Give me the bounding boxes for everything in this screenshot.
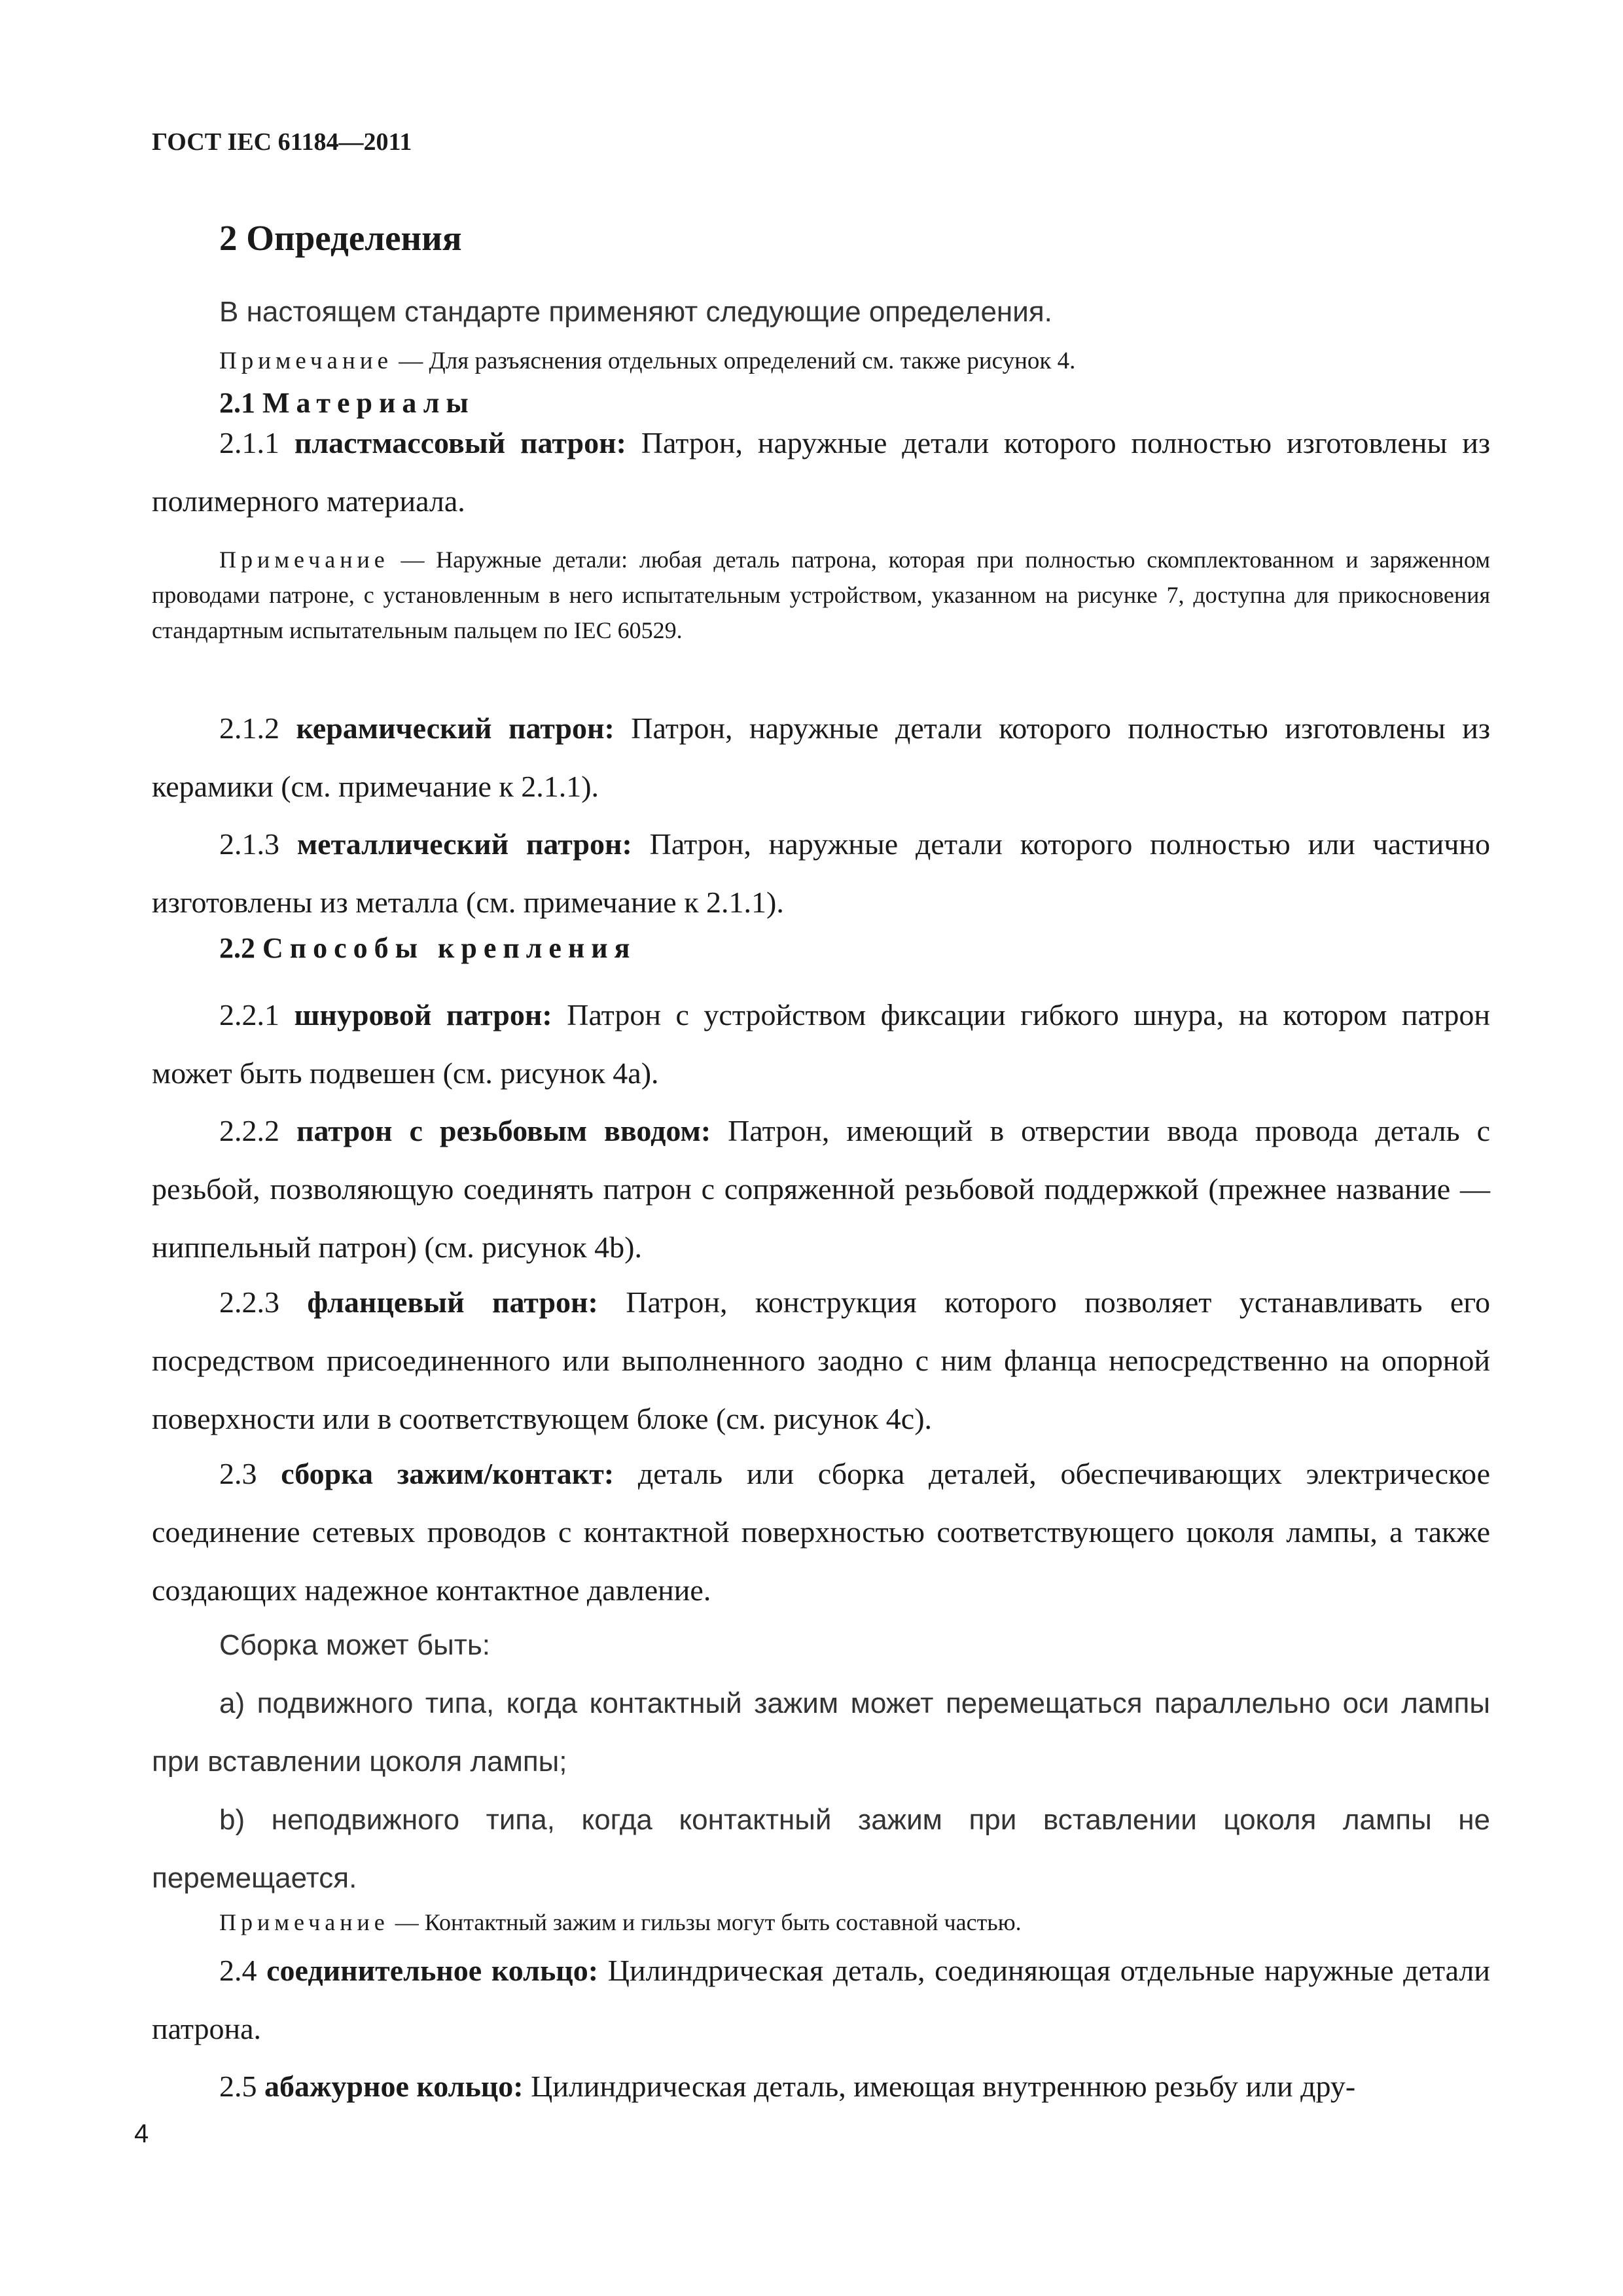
clause-number: 2.1.2 [219, 711, 296, 745]
definition-2-1-2 [152, 699, 1490, 816]
note-label: Примечание [219, 348, 393, 374]
definition-text: Патрон, наружные детали которого полностью изготовлены из полимерного материала. [152, 426, 1491, 518]
note-label: Примечание [219, 547, 389, 573]
note-2-1-1 [152, 542, 1490, 648]
subsection-word: Способы крепления [262, 932, 637, 964]
note-2-3 [152, 1905, 1490, 1940]
assembly-intro: Сборка может быть: [219, 1629, 491, 1661]
definition-2-2-2 [152, 1102, 1490, 1276]
definition-text: Патрон, наружные детали которого полностью изготовлены из керамики (см. примечание к 2.1.1). [152, 711, 1491, 803]
definition-2-1-1 [152, 414, 1490, 530]
definition-text: Цилиндрическая деталь, соединяющая отдельные наружные детали патрона. [152, 1954, 1491, 2045]
subsection-number: 2.1 [219, 387, 262, 419]
term: шнуровой патрон: [294, 998, 552, 1031]
note-text: — Наружные детали: любая деталь патрона, которая при полностью скомплектованном и заряженном проводами патроне, с установленным в него испытательным устройством, указанном на рисунке 7, доступна для прикосновения стандартным испытательным пальцем по IEC 60529. [152, 547, 1490, 643]
definition-2-1-3 [152, 815, 1490, 931]
term: сборка зажим/контакт: [281, 1457, 615, 1490]
term: патрон с резьбовым вводом: [296, 1114, 711, 1147]
definition-2-2-3 [152, 1273, 1490, 1448]
clause-number: 2.2.3 [219, 1285, 308, 1319]
note-text: — Для разъяснения отдельных определений см. также рисунок 4. [393, 348, 1076, 374]
subsection-title-2-2 [219, 931, 636, 965]
page-number: 4 [134, 2119, 149, 2148]
subsection-word: Материалы [262, 387, 475, 419]
definition-text: Патрон, конструкция которого позволяет устанавливать его посредством присоединенного или выполненного заодно с ним фланца непосредственно на опорной поверхности или в соответствующем блоке (см. рисунок 4c). [152, 1285, 1490, 1435]
list-item-b: b) неподвижного типа, когда контактный зажим при вставлении цоколя лампы не перемещается. [152, 1804, 1490, 1894]
section-intro: В настоящем стандарте применяют следующие определения. [219, 296, 1052, 328]
note-label: Примечание [219, 1909, 389, 1935]
definition-2-5 [152, 2057, 1490, 2115]
section-title: 2 Определения [219, 218, 462, 258]
clause-number: 2.2.2 [219, 1114, 296, 1147]
clause-number: 2.2.1 [219, 998, 294, 1031]
term: абажурное кольцо: [264, 2070, 524, 2103]
intro-note [219, 347, 1075, 375]
term: металлический патрон: [296, 827, 632, 861]
definition-2-2-1 [152, 986, 1490, 1102]
standard-designation: ГОСТ IEC 61184—2011 [152, 128, 412, 156]
clause-number: 2.5 [219, 2070, 264, 2103]
clause-number: 2.1.1 [219, 426, 294, 459]
term: фланцевый патрон: [307, 1285, 598, 1319]
clause-number: 2.4 [219, 1954, 267, 1987]
subsection-number: 2.2 [219, 932, 262, 964]
note-text: — Контактный зажим и гильзы могут быть составной частью. [389, 1909, 1022, 1935]
term: керамический патрон: [296, 711, 615, 745]
clause-number: 2.3 [219, 1457, 281, 1490]
term: соединительное кольцо: [266, 1954, 599, 1987]
clause-number: 2.1.3 [219, 827, 297, 861]
definition-2-4 [152, 1941, 1490, 2058]
term: пластмассовый патрон: [294, 426, 626, 459]
definition-text: Патрон с устройством фиксации гибкого шнура, на котором патрон может быть подвешен (см. рисунок 4a). [152, 998, 1491, 1090]
definition-text: Патрон, наружные детали которого полностью или частично изготовлены из металла (см. примечание к 2.1.1). [152, 827, 1491, 919]
definition-text: деталь или сборка деталей, обеспечивающих электрическое соединение сетевых проводов с контактной поверхностью соответствующего цоколя лампы, а также создающих надежное контактное давление. [152, 1457, 1490, 1607]
definition-2-3 [152, 1444, 1490, 1619]
definition-text: Цилиндрическая деталь, имеющая внутреннюю резьбу или дру- [523, 2070, 1356, 2103]
definition-text: Патрон, имеющий в отверстии ввода провода деталь с резьбой, позволяющую соединять патрон с сопряженной резьбовой поддержкой (прежнее название — ниппельный патрон) (см. рисунок 4b). [152, 1114, 1490, 1264]
list-item-a: а) подвижного типа, когда контактный зажим может перемещаться параллельно оси лампы при вставлении цоколя лампы; [152, 1687, 1490, 1778]
